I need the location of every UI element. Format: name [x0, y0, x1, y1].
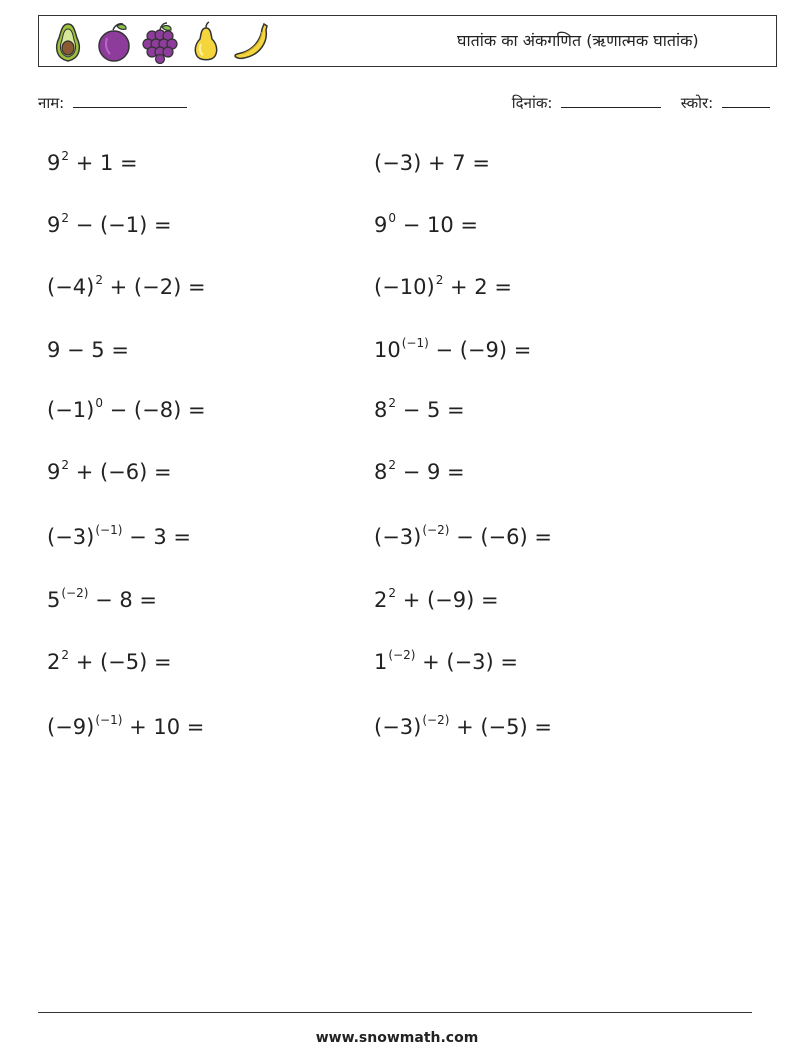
problem-10: $8^2 - 5$ =	[374, 396, 465, 422]
name-label: नाम:	[38, 94, 65, 112]
fruit-icons	[47, 20, 273, 64]
score-blank	[722, 93, 770, 108]
problem-4: $9^0 - 10$ =	[374, 211, 478, 237]
pear-icon	[185, 20, 227, 64]
worksheet-header	[38, 15, 777, 67]
problem-5: $(-4)^2 + (-2)$ =	[47, 273, 206, 299]
score-label: स्कोर:	[680, 94, 714, 112]
worksheet-title: घातांक का अंकगणित (ऋणात्मक घातांक)	[457, 31, 699, 50]
problem-3: $9^2 - (-1)$ =	[47, 211, 172, 237]
grapes-icon	[139, 20, 181, 64]
problem-2: (−3) + 7 =	[374, 151, 490, 175]
problem-13: $(-3)^{(-1)} - 3$ =	[47, 523, 191, 549]
problem-11: $9^2 + (-6)$ =	[47, 458, 172, 484]
problem-1: $9^2 + 1$ =	[47, 149, 138, 175]
problem-18: $1^{(-2)} + (-3)$ =	[374, 648, 518, 674]
plum-icon	[93, 20, 135, 64]
name-field	[38, 93, 187, 113]
problem-7: 9 − 5 =	[47, 338, 129, 362]
problem-17: $2^2 + (-5)$ =	[47, 648, 172, 674]
avocado-icon	[47, 20, 89, 64]
problem-19: $(-9)^{(-1)} + 10$ =	[47, 713, 205, 739]
date-score-field	[512, 93, 770, 113]
problem-8: $10^{(-1)} - (-9)$ =	[374, 336, 532, 362]
problem-15: $5^{(-2)} - 8$ =	[47, 586, 158, 612]
date-label: दिनांक:	[511, 94, 553, 112]
problem-12: $8^2 - 9$ =	[374, 458, 465, 484]
date-blank	[561, 93, 661, 108]
problem-6: $(-10)^2 + 2$ =	[374, 273, 512, 299]
problem-20: $(-3)^{(-2)} + (-5)$ =	[374, 713, 552, 739]
footer-website: www.snowmath.com	[315, 1030, 479, 1046]
banana-icon	[231, 20, 273, 64]
name-blank	[73, 93, 187, 108]
footer-divider	[38, 1012, 752, 1013]
problem-9: $(-1)^0 - (-8)$ =	[47, 396, 206, 422]
problem-16: $2^2 + (-9)$ =	[374, 586, 499, 612]
problem-14: $(-3)^{(-2)} - (-6)$ =	[374, 523, 552, 549]
